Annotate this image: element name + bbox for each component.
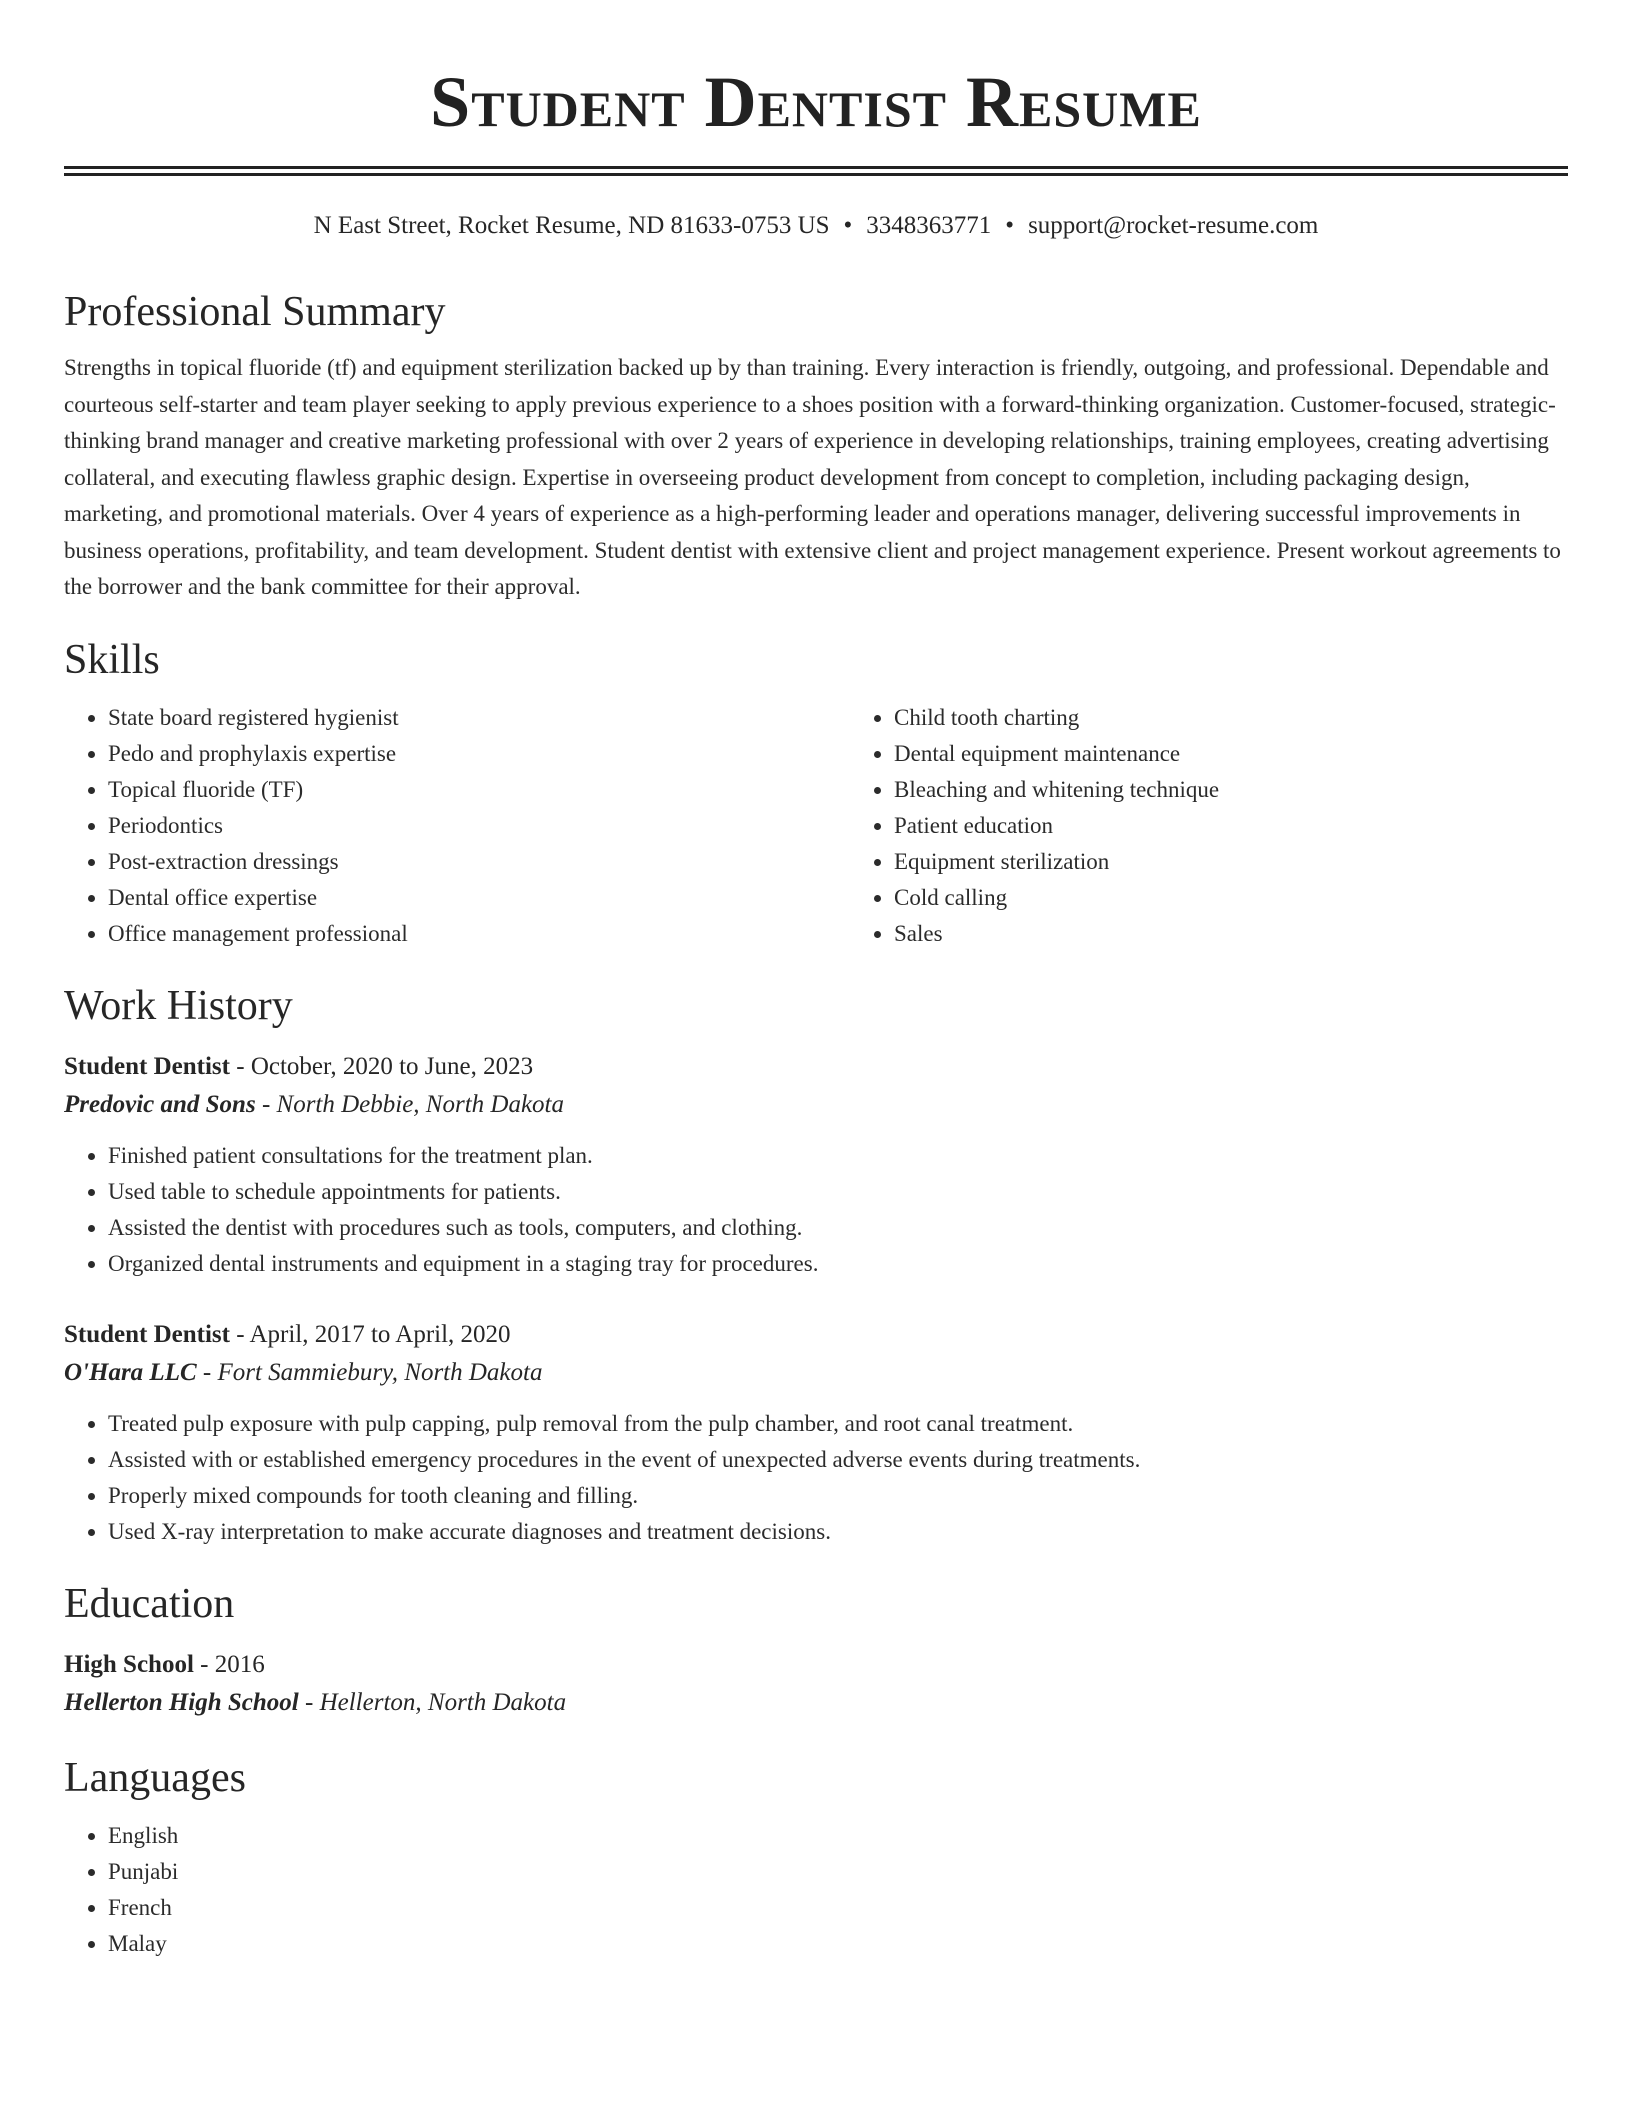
language-item: • Punjabi (108, 1854, 1568, 1890)
skill-item: • Sales (894, 916, 1632, 952)
skills-list-right (850, 700, 1632, 952)
skill-item: • Dental equipment maintenance (894, 736, 1632, 772)
skill-item: • Cold calling (894, 880, 1632, 916)
education-heading: Education (64, 1580, 235, 1627)
language-item: • Malay (108, 1926, 1568, 1962)
job-title-line (64, 1316, 1568, 1354)
job-bullet: • Used table to schedule appointments for patients. (108, 1174, 1568, 1210)
languages-heading: Languages (64, 1754, 246, 1801)
education-location: - Hellerton, North Dakota (305, 1688, 567, 1716)
job-bullet: • Organized dental instruments and equipment in a staging tray for procedures. (108, 1246, 1568, 1282)
job-bullet: • Properly mixed compounds for tooth cleaning and filling. (108, 1478, 1568, 1514)
skill-item: • Child tooth charting (894, 700, 1632, 736)
job-location: - Fort Sammiebury, North Dakota (202, 1358, 543, 1386)
contact-address: N East Street, Rocket Resume, ND 81633-0753 US (313, 212, 830, 239)
job-bullet: • Treated pulp exposure with pulp capping, pulp removal from the pulp chamber, and root canal treatment. (108, 1406, 1568, 1442)
title-divider (64, 166, 1568, 176)
job-bullets (64, 1138, 1568, 1282)
skill-item: • Bleaching and whitening technique (894, 772, 1632, 808)
work-history-heading: Work History (64, 982, 293, 1029)
skill-item: • Dental office expertise (108, 880, 850, 916)
skill-item: • Office management professional (108, 916, 850, 952)
skill-item: • State board registered hygienist (108, 700, 850, 736)
job-dates: - April, 2017 to April, 2020 (236, 1320, 511, 1348)
education-degree-line (64, 1646, 1568, 1684)
skill-item: • Patient education (894, 808, 1632, 844)
job-title: Student Dentist (64, 1320, 230, 1348)
language-item: • English (108, 1818, 1568, 1854)
job-bullet: • Finished patient consultations for the treatment plan. (108, 1138, 1568, 1174)
skill-item: • Post-extraction dressings (108, 844, 850, 880)
education-year: - 2016 (200, 1650, 265, 1678)
job-dates: - October, 2020 to June, 2023 (236, 1052, 534, 1080)
education-school: Hellerton High School (64, 1688, 299, 1716)
education-entry (64, 1646, 1568, 1722)
language-item: • French (108, 1890, 1568, 1926)
job-company-line (64, 1086, 1568, 1124)
job-company: Predovic and Sons (64, 1090, 256, 1118)
skills-columns (64, 700, 1568, 952)
job-entry (64, 1048, 1568, 1282)
contact-line (64, 210, 1568, 242)
job-title-line (64, 1048, 1568, 1086)
skill-item: • Periodontics (108, 808, 850, 844)
job-entry (64, 1316, 1568, 1550)
summary-text: Strengths in topical fluoride (tf) and equipment sterilization backed up by than training. Every interaction is friendly, outgoing, and professional. Dependable and courteous self-starter and team player seeking to apply previous experience to a shoes position with a forward-thinking organization. Customer-focused, strategic-thinking brand manager and creative marketing professional with over 2 years of experience in developing relationships, training employees, creating advertising collateral, and executing flawless graphic design. Expertise in overseeing product development from concept to completion, including packaging design, marketing, and promotional materials. Over 4 years of experience as a high-performing leader and operations manager, delivering successful improvements in business operations, profitability, and team development. Student dentist with extensive client and project management experience. Present workout agreements to the borrower and the bank committee for their approval. (64, 355, 1561, 599)
skills-heading: Skills (64, 636, 160, 683)
job-bullets (64, 1406, 1568, 1550)
job-bullet: • Assisted with or established emergency procedures in the event of unexpected adverse events during treatments. (108, 1442, 1568, 1478)
resume-title: Student Dentist Resume (430, 62, 1202, 142)
languages-list (64, 1818, 1568, 1962)
contact-separator: • (843, 212, 853, 239)
skill-item: • Topical fluoride (TF) (108, 772, 850, 808)
contact-separator: • (1005, 212, 1015, 239)
contact-phone: 3348363771 (866, 212, 992, 239)
skill-item: • Equipment sterilization (894, 844, 1632, 880)
skills-list-left (64, 700, 850, 952)
job-title: Student Dentist (64, 1052, 230, 1080)
education-school-line (64, 1684, 1568, 1722)
summary-heading: Professional Summary (64, 289, 446, 335)
job-location: - North Debbie, North Dakota (261, 1090, 565, 1118)
job-company: O'Hara LLC (64, 1358, 197, 1386)
contact-email: support@rocket-resume.com (1028, 212, 1319, 239)
skill-item: • Pedo and prophylaxis expertise (108, 736, 850, 772)
job-bullet: • Assisted the dentist with procedures such as tools, computers, and clothing. (108, 1210, 1568, 1246)
job-bullet: • Used X-ray interpretation to make accurate diagnoses and treatment decisions. (108, 1514, 1568, 1550)
education-degree: High School (64, 1650, 194, 1678)
job-company-line (64, 1354, 1568, 1392)
